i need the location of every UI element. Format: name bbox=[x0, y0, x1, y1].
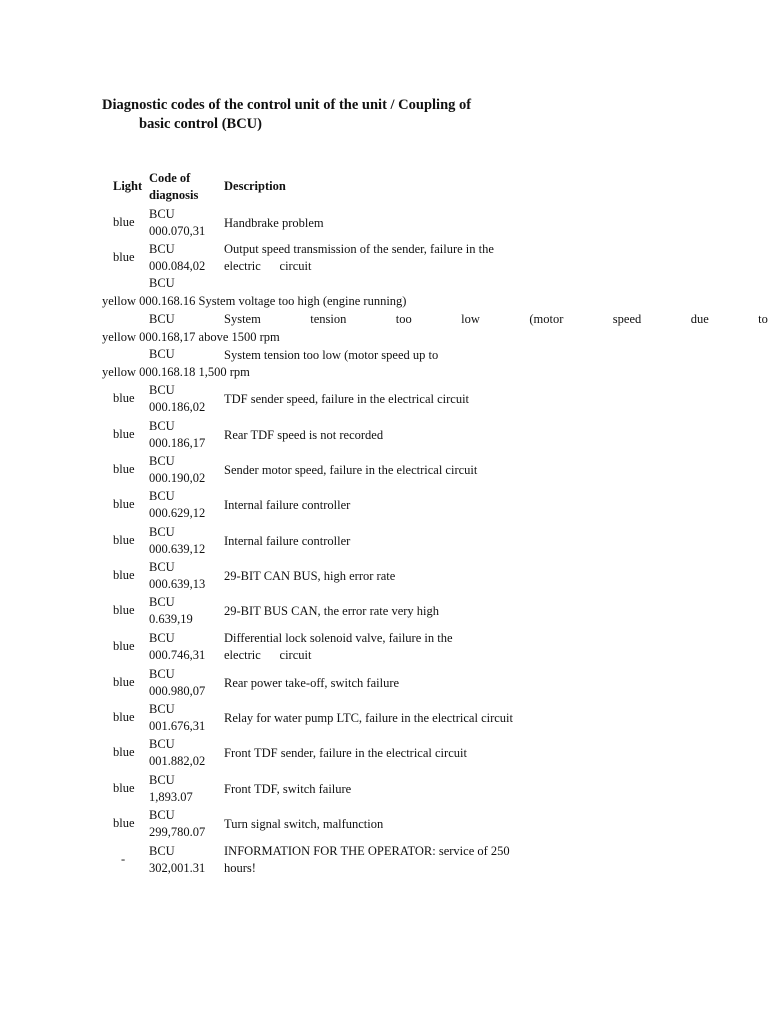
header-code-line-1: Code of bbox=[149, 171, 191, 185]
row-yellow-line: yellow 000.168,17 above 1500 rpm bbox=[102, 330, 280, 344]
row-code: BCU 000.070,31 bbox=[149, 207, 206, 238]
row-code: BCU 000.084,02 bbox=[149, 242, 206, 273]
row-description: Sender motor speed, failure in the electrical circuit bbox=[224, 463, 478, 477]
row-light: blue bbox=[113, 497, 135, 511]
row-code: BCU 1,893.07 bbox=[149, 773, 193, 804]
row-code-top: BCU bbox=[149, 276, 175, 290]
row-light: blue bbox=[113, 462, 135, 476]
row-description: Turn signal switch, malfunction bbox=[224, 817, 384, 831]
row-light: blue bbox=[113, 215, 135, 229]
row-code: BCU 000.190,02 bbox=[149, 454, 206, 485]
document-title bbox=[102, 96, 471, 134]
row-code: BCU 000.186,02 bbox=[149, 383, 206, 414]
row-description: Differential lock solenoid valve, failure in the electric circuit bbox=[224, 631, 453, 662]
row-yellow-line: yellow 000.168.16 System voltage too high (engine running) bbox=[102, 294, 407, 308]
row-code: BCU 000.629,12 bbox=[149, 489, 206, 520]
header-code bbox=[149, 170, 198, 204]
row-light: blue bbox=[113, 781, 135, 795]
title-line-1: Diagnostic codes of the control unit of the unit / Coupling of bbox=[102, 97, 472, 113]
row-light: blue bbox=[113, 533, 135, 547]
title-line-2: basic control (BCU) bbox=[139, 116, 262, 132]
row-light: - bbox=[121, 852, 126, 866]
row-code: BCU 000.639,12 bbox=[149, 525, 206, 556]
row-description: Output speed transmission of the sender, failure in the electric circuit bbox=[224, 242, 494, 273]
header-light: Light bbox=[113, 179, 143, 193]
row-code: BCU 0.639,19 bbox=[149, 595, 193, 626]
row-description: Front TDF, switch failure bbox=[224, 782, 352, 796]
row-description: Internal failure controller bbox=[224, 498, 351, 512]
row-code: BCU 302,001.31 bbox=[149, 844, 206, 875]
row-description-justified: System tension too low (motor speed due to bbox=[224, 312, 768, 326]
row-description: Rear power take-off, switch failure bbox=[224, 676, 400, 690]
row-code: BCU 001.676,31 bbox=[149, 702, 206, 733]
row-light: blue bbox=[113, 250, 135, 264]
row-yellow-line: yellow 000.168.18 1,500 rpm bbox=[102, 365, 250, 379]
row-code: BCU 000.639,13 bbox=[149, 560, 206, 591]
row-code-top: BCU bbox=[149, 347, 175, 361]
row-code: BCU 000.186,17 bbox=[149, 419, 206, 450]
row-light: blue bbox=[113, 391, 135, 405]
row-light: blue bbox=[113, 675, 135, 689]
row-light: blue bbox=[113, 603, 135, 617]
row-code-top: BCU bbox=[149, 312, 175, 326]
row-light: blue bbox=[113, 710, 135, 724]
row-code: BCU 000.746,31 bbox=[149, 631, 206, 662]
row-code: BCU 001.882,02 bbox=[149, 737, 206, 768]
header-code-line-2: diagnosis bbox=[149, 188, 199, 202]
row-description: 29-BIT BUS CAN, the error rate very high bbox=[224, 604, 440, 618]
row-description: System tension too low (motor speed up to bbox=[224, 348, 439, 362]
row-description: INFORMATION FOR THE OPERATOR: service of 250 hours! bbox=[224, 844, 510, 875]
row-code: BCU 000.980,07 bbox=[149, 667, 206, 698]
row-description: TDF sender speed, failure in the electrical circuit bbox=[224, 392, 470, 406]
row-description: Internal failure controller bbox=[224, 534, 351, 548]
row-description: 29-BIT CAN BUS, high error rate bbox=[224, 569, 396, 583]
row-code: BCU 299,780.07 bbox=[149, 808, 206, 839]
row-description: Rear TDF speed is not recorded bbox=[224, 428, 384, 442]
row-light: blue bbox=[113, 745, 135, 759]
row-light: blue bbox=[113, 639, 135, 653]
row-light: blue bbox=[113, 427, 135, 441]
header-description: Description bbox=[224, 179, 286, 193]
row-description: Handbrake problem bbox=[224, 216, 324, 230]
row-description: Front TDF sender, failure in the electrical circuit bbox=[224, 746, 467, 760]
row-light: blue bbox=[113, 816, 135, 830]
row-light: blue bbox=[113, 568, 135, 582]
row-description: Relay for water pump LTC, failure in the electrical circuit bbox=[224, 711, 514, 725]
